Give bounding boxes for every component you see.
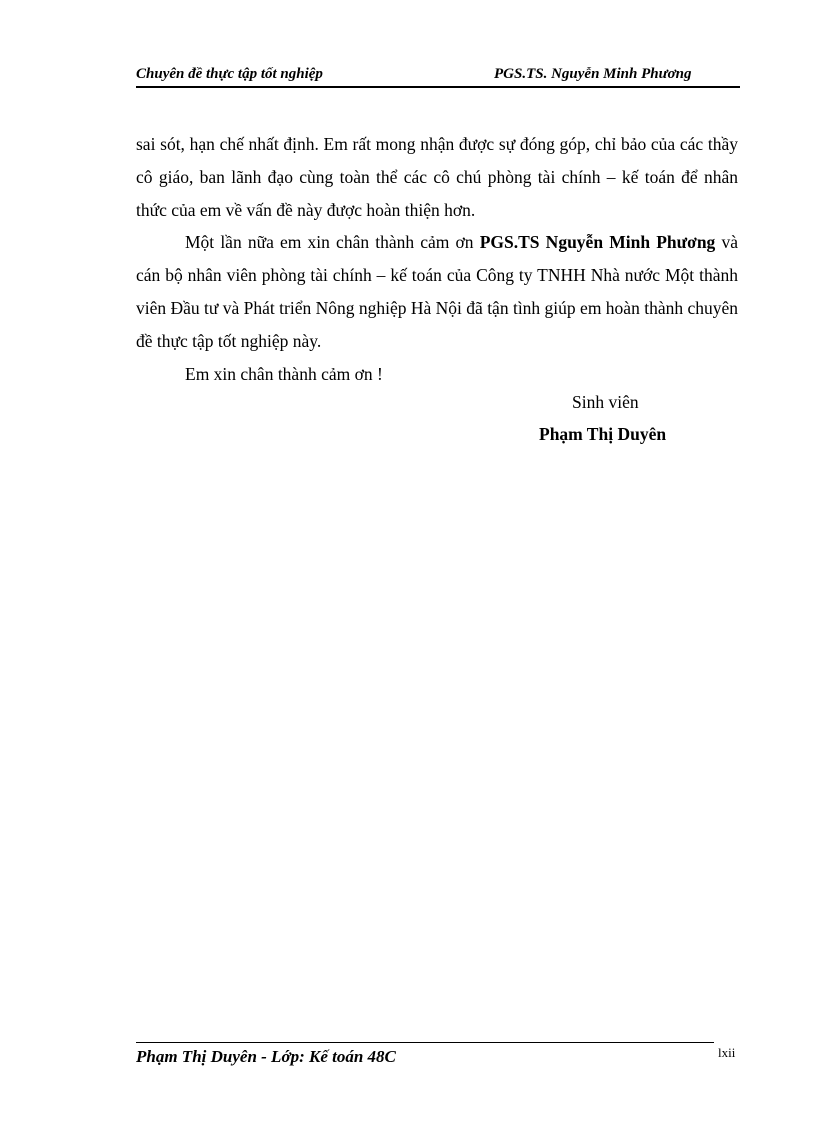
paragraph-2-prefix: Một lần nữa em xin chân thành cảm ơn (185, 232, 480, 253)
signoff-role: Sinh viên (572, 392, 639, 412)
footer-divider (136, 1042, 714, 1043)
signoff-name: Phạm Thị Duyên (539, 424, 667, 444)
header-document-title: Chuyên đề thực tập tốt nghiệp (136, 66, 323, 82)
page-number: lxii (718, 1045, 736, 1060)
document-body (136, 128, 738, 390)
page-header (136, 62, 740, 88)
supervisor-name-bold: PGS.TS Nguyễn Minh Phương (479, 232, 716, 253)
header-supervisor: PGS.TS. Nguyễn Minh Phương (494, 66, 692, 82)
body-paragraph-1: sai sót, hạn chế nhất định. Em rất mong nhận được sự đóng góp, chỉ bảo của các thầy cô giáo, ban lãnh đạo cùng toàn thể các cô chú phòng tài chính – kế toán để nhân thức của em về vấn đề này được hoàn thiện hơn. (136, 134, 738, 220)
body-paragraph-3: Em xin chân thành cảm ơn ! (185, 363, 383, 384)
body-paragraph-2 (136, 226, 738, 357)
paragraph-2-suffix: và cán bộ nhân viên phòng tài chính – kế toán của Công ty TNHH Nhà nước Một thành viên Đầu tư và Phát triển Nông nghiệp Hà Nội đã tận tình giúp em hoàn thành chuyên đề thực tập tốt nghiệp này. (136, 232, 738, 351)
footer-author-class: Phạm Thị Duyên - Lớp: Kế toán 48C (136, 1047, 396, 1066)
